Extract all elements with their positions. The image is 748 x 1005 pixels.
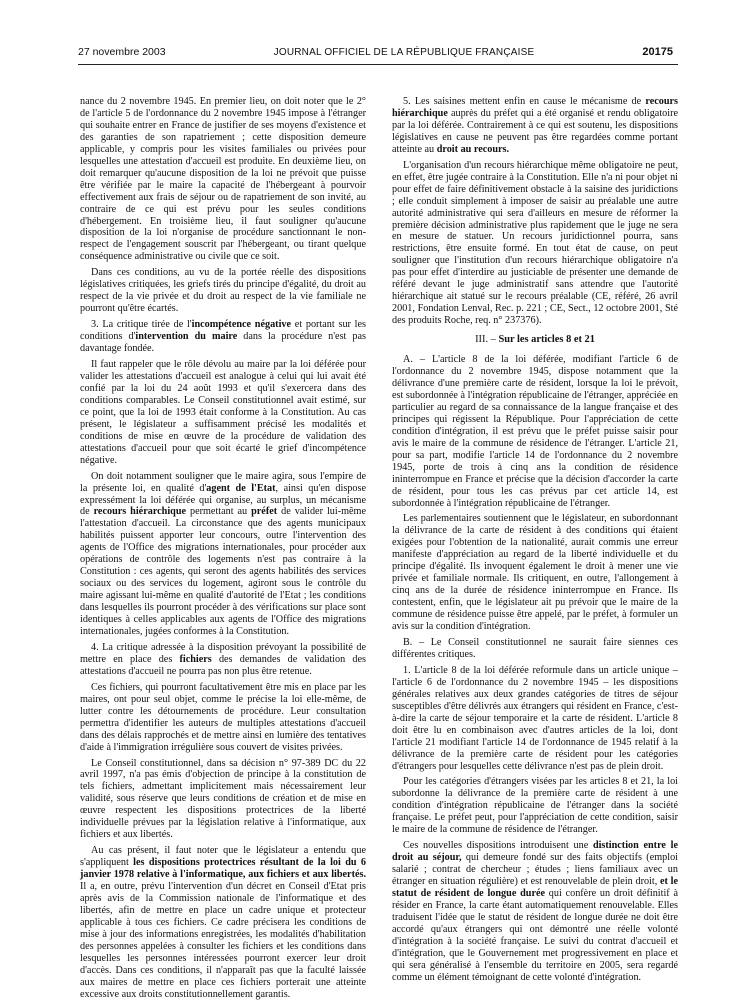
paragraph: Ces fichiers, qui pourront facultativement être mis en place par les maires, ont pour seul objet, comme le précise la loi elle-même, de lutter contre les détournements de procédure. Leur consultation permettra d'identifier les auteurs de multiples attestations d'accueil dans des délais rapprochés et de mettre ainsi en lumière des tentatives d'aide à l'immigration irrégulière sous couvert de visites privées. <box>80 681 366 753</box>
paragraph: 1. L'article 8 de la loi déférée reformule dans un article unique – l'article 6 de l'ordonnance du 2 novembre 1945 – les dispositions générales relatives aux deux grandes catégories de titres de séjour susceptibles d'être délivrés aux étrangers qui résident en France, c'est-à-dire la carte de séjour temporaire et la carte de résident. L'article 8 doit être lu en combinaison avec d'autres articles de la loi, dont l'article 21 modifiant l'article 14 de l'ordonnance de 1945 relatif à la délivrance de la première carte de résident pour les catégories d'étrangers pour lesquelles cette délivrance n'est pas de plein droit. <box>392 664 678 772</box>
paragraph: L'organisation d'un recours hiérarchique même obligatoire ne peut, en effet, être jugée contraire à la Constitution. Elle n'a ni pour objet ni pour effet de faire définitivement obstacle à la saisine des juridictions ; elle conduit simplement à imposer de saisir au préalable une autre autorité administrative qui sera d'ailleurs en mesure de réformer la première décision administrative plus rapidement que le juge ne sera en mesure de statuer. Un recours juridictionnel pourra, sans restrictions, être ensuite formé. En tout état de cause, on peut souligner que l'institution d'un recours hiérarchique obligatoire n'a pas pour effet d'interdire au justiciable de présenter une demande de référé devant le juge administratif sans attendre que l'autorité hiérarchique ait statué sur le recours préalable (CE, référé, 26 avril 2001, Fondation Lenval, Rec. p. 221 ; CE, Sect., 12 octobre 2001, Sté des produits Roche, req. n° 237376). <box>392 159 678 327</box>
right-column <box>392 96 678 988</box>
paragraph: Il faut rappeler que le rôle dévolu au maire par la loi déférée pour valider les attestations d'accueil est analogue à celui qui lui avait été confié par la loi du 24 août 1993 et qu'il s'exercera dans des conditions comparables. Le Conseil constitutionnel avait estimé, sur ce point, que la loi de 1993 était conforme à la Constitution. Au cas présent, le législateur a suffisamment précisé les modalités et conditions de mise en œuvre de la procédure de validation des attestations d'accueil pour que soit écarté le grief d'incompétence négative. <box>80 359 366 466</box>
paragraph: Pour les catégories d'étrangers visées par les articles 8 et 21, la loi subordonne la délivrance de la première carte de résident à une condition d'intégration républicaine de l'étranger dans la société française. Le préfet peut, pour l'appréciation de cette condition, saisir le maire de la commune de résidence de l'étranger. <box>392 776 678 836</box>
paragraph: A. – L'article 8 de la loi déférée, modifiant l'article 6 de l'ordonnance du 2 novembre 1945, dispose notamment que la délivrance d'une première carte de résident, lorsque la loi le prévoit, est subordonnée à l'intégration républicaine de l'étranger, appréciée en particulier au regard de sa connaissance de la langue française et des principes qui régissent la République. Pour l'appréciation de cette condition d'intégration, il est prévu que le préfet puisse saisir pour avis le maire de la commune de résidence de l'étranger. L'article 21, pour sa part, modifie l'article 14 de l'ordonnance du 2 novembre 1945, porte de trois à cinq ans la condition de résidence ininterrompue en France et précise que la décision d'accorder la carte de résident, pour tous les cas prévus par cet article 14, est subordonnée à l'intégration républicaine de l'étranger. <box>392 354 678 509</box>
paragraph: Au cas présent, il faut noter que le législateur a entendu que s'appliquent les dispositions protectrices résultant de la loi du 6 janvier 1978 relative à l'informatique, aux fichiers et aux libertés. Il a, en outre, prévu l'intervention d'un décret en Conseil d'Etat pris après avis de la Commission nationale de l'informatique et des libertés, afin de mettre en place un cadre unique et protecteur applicable à tous ces fichiers. Ce cadre précisera les conditions de mise à jour des informations enregistrées, les modalités d'habilitation des personnes appelées à consulter les fichiers et les conditions dans lesquelles les personnes intéressées pourront exercer leur droit d'accès. Dans ces conditions, il n'apparaît pas que la faculté laissée aux maires de mettre en place ces fichiers porterait une atteinte excessive aux droits constitutionnellement garantis. <box>80 845 366 1000</box>
paragraph: nance du 2 novembre 1945. En premier lieu, on doit noter que le 2° de l'article 5 de l'ordonnance du 2 novembre 1945 impose à l'étranger qui souhaite entrer en France de justifier de ses moyens d'existence et des garanties de son rapatriement ; cette disposition demeure applicable, y compris pour les visites familiales ou privées pour lesquelles une attestation d'accueil est produite. En deuxième lieu, on doit remarquer qu'aucune disposition de la loi ne prévoit que puisse être vérifiée par le maire la capacité de l'hébergeant à pourvoir effectivement aux frais de séjour ou de rapatriement de son invité, au contraire de ce qui est prévu pour les seules conditions d'hébergement. En troisième lieu, il faut souligner qu'aucune disposition de la loi n'organise de procédure sanctionnant le non-respect de l'engagement souscrit par l'hébergeant, ou tirant quelque conséquence administrative ou civile que ce soit. <box>80 96 366 263</box>
paragraph: Dans ces conditions, au vu de la portée réelle des dispositions législatives critiquées, les griefs tirés du principe d'égalité, du droit au respect de la vie privée et du droit au respect de la vie familiale ne pourront qu'être écartés. <box>80 267 366 315</box>
paragraph: Ces nouvelles dispositions introduisent une distinction entre le droit au séjour, qui demeure fondé sur des faits objectifs (emploi salarié ; contrat de chercheur ; études ; liens familiaux avec un étranger en situation régulière) et est renouvelable de plein droit, et le statut de résident de longue durée qui confère un droit définitif à résider en France, la carte étant automatiquement renouvelable. Elles traduisent l'idée que le statut de résident de longue durée ne doit être accordé qu'aux étrangers qui ont démontré une réelle volonté d'intégration à la société française. Le suivi du contrat d'accueil et d'intégration, que le Gouvernement met progressivement en place et qui sera généralisé à l'ensemble du territoire en 2005, sera regardé comme un élément témoignant de cette volonté d'intégration. <box>392 840 678 983</box>
section-heading: III. – Sur les articles 8 et 21 <box>475 334 595 346</box>
paragraph: On doit notamment souligner que le maire agira, sous l'empire de la présente loi, en qualité d'agent de l'Etat, ainsi qu'en dispose expressément la loi déférée qui organise, au surplus, un mécanisme de recours hiérarchique permettant au préfet de valider lui-même l'attestation d'accueil. La circonstance que des agents municipaux habilités puissent apporter leur concours, outre l'intervention des agents de l'Office des migrations internationales, pour procéder aux opérations de contrôle des logements n'est pas contraire à la Constitution : ces agents, qui seront des agents habilités des services sociaux ou des services du logement, agiront sous le contrôle du maire agissant lui-même en qualité d'autorité de l'Etat ; les conditions dans lesquelles ils pourront procéder à des vérifications sur place sont identiques à celles applicables aux agents de l'Office des migrations internationales, jugées conformes à la Constitution. <box>80 470 366 637</box>
header-rule <box>78 64 678 65</box>
paragraph: 5. Les saisines mettent enfin en cause le mécanisme de recours hiérarchique auprès du préfet qui a été organisé et rendu obligatoire par la loi déférée. Contrairement à ce qui est soutenu, les dispositions législatives en cause ne peuvent pas être regardées comme portant atteinte au droit au recours. <box>392 96 678 155</box>
left-column <box>80 96 366 1005</box>
paragraph: 4. La critique adressée à la disposition prévoyant la possibilité de mettre en place des fichiers des demandes de validation des attestations d'accueil ne pourra pas non plus être retenue. <box>80 641 366 677</box>
header-page-number: 20175 <box>642 46 673 58</box>
paragraph: Le Conseil constitutionnel, dans sa décision n° 97-389 DC du 22 avril 1997, n'a pas émis d'objection de principe à la constitution de tels fichiers, admettant implicitement mais nécessairement leur validité, sous réserve que leurs conditions de création et de mise en œuvre respectent les dispositions protectrices de la liberté individuelle prévues par la législation relative à l'informatique, aux fichiers et aux libertés. <box>80 757 366 841</box>
page-header <box>78 46 673 62</box>
header-date: 27 novembre 2003 <box>78 46 166 58</box>
paragraph: B. – Le Conseil constitutionnel ne saurait faire siennes ces différentes critiques. <box>392 636 678 660</box>
paragraph: Les parlementaires soutiennent que le législateur, en subordonnant la délivrance de la carte de résident à des conditions qui étaient exigées pour l'obtention de la nationalité, aurait commis une erreur manifeste d'appréciation au regard de la liberté individuelle et du principe d'égalité. Ils invoquent également le droit à mener une vie privée et familiale normale. Ils critiquent, en outre, l'allongement à cinq ans de la durée de résidence ininterrompue en France. Ils contestent, enfin, que le législateur ait pu prévoir que le maire de la commune de résidence puisse être appelé, par le préfet, à formuler un avis sur la condition d'intégration. <box>392 513 678 633</box>
paragraph: 3. La critique tirée de l'incompétence négative et portant sur les conditions d'intervention du maire dans la procédure n'est pas davantage fondée. <box>80 319 366 355</box>
header-journal-title: JOURNAL OFFICIEL DE LA RÉPUBLIQUE FRANÇAISE <box>273 47 535 58</box>
